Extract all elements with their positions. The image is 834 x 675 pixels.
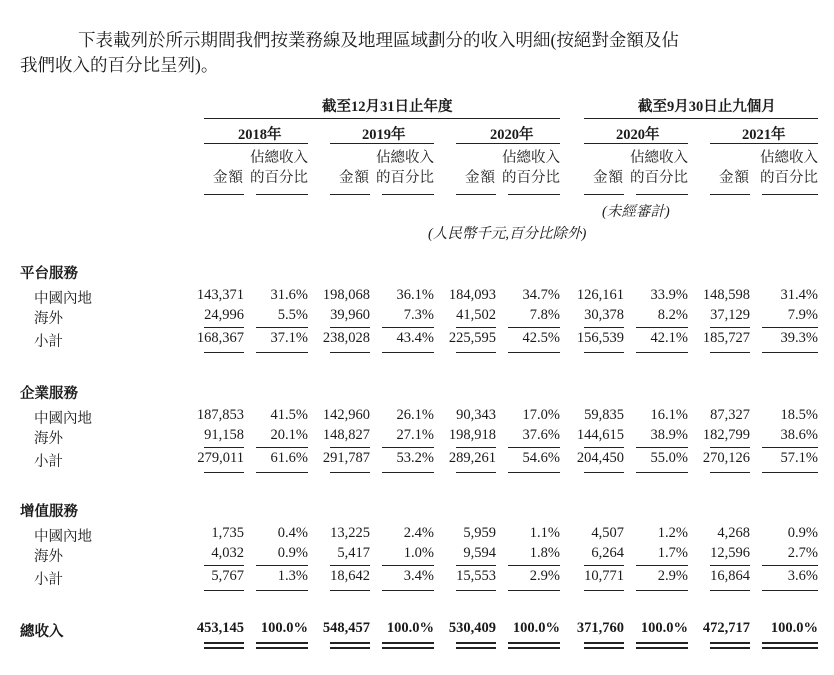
amount-header: 金額 [339, 170, 370, 186]
total-cell: 100.0% [512, 620, 560, 636]
table-cell: 126,161 [576, 287, 624, 303]
table-cell: 24,996 [204, 307, 244, 323]
subtotal-rule [204, 565, 244, 566]
table-cell: 143,371 [196, 287, 244, 303]
table-cell: 2.7% [787, 545, 818, 561]
subtotal-rule [204, 327, 244, 328]
year-header-3: 2020年 [490, 127, 534, 143]
subtotal-underline [382, 472, 434, 473]
subtotal-cell: 57.1% [780, 450, 818, 466]
year-header-1: 2018年 [238, 127, 282, 143]
table-cell: 9,594 [463, 545, 496, 561]
table-cell: 184,093 [448, 287, 496, 303]
column-rule [204, 194, 244, 195]
table-cell: 38.9% [650, 427, 688, 443]
subtotal-cell: 238,028 [322, 330, 370, 346]
subtotal-rule [382, 565, 434, 566]
column-rule [508, 194, 560, 195]
subtotal-underline [204, 590, 244, 591]
table-cell: 148,598 [702, 287, 750, 303]
subtotal-underline [456, 590, 496, 591]
subtotal-rule [636, 447, 688, 448]
table-cell: 39,960 [330, 307, 370, 323]
intro-line-2: 我們收入的百分比呈列)。 [20, 55, 219, 75]
subtotal-underline [330, 472, 370, 473]
row-label: 海外 [34, 311, 63, 327]
subtotal-cell: 2.9% [529, 568, 560, 584]
pct-header: 佔總收入 的百分比 [376, 150, 434, 186]
subtotal-cell: 2.9% [657, 568, 688, 584]
table-cell: 6,264 [591, 545, 624, 561]
table-cell: 36.1% [396, 287, 434, 303]
group-header-nine-months: 截至9月30日止九個月 [638, 99, 776, 115]
group-rule-nine-months [584, 118, 818, 119]
group-header-year: 截至12月31日止年度 [322, 99, 453, 115]
subtotal-rule [636, 565, 688, 566]
subtotal-underline [382, 352, 434, 353]
table-cell: 18.5% [780, 407, 818, 423]
table-cell: 142,960 [322, 407, 370, 423]
table-cell: 0.4% [277, 525, 308, 541]
total-cell: 472,717 [702, 620, 750, 636]
table-cell: 1.1% [529, 525, 560, 541]
subtotal-cell: 42.1% [650, 330, 688, 346]
table-cell: 87,327 [710, 407, 750, 423]
subtotal-rule [382, 447, 434, 448]
total-double-rule [636, 642, 688, 649]
row-label: 海外 [34, 549, 63, 565]
column-rule [382, 194, 434, 195]
table-cell: 1.2% [657, 525, 688, 541]
column-rule [636, 194, 688, 195]
subtotal-underline [636, 352, 688, 353]
total-cell: 100.0% [386, 620, 434, 636]
total-cell: 371,760 [576, 620, 624, 636]
intro-paragraph [20, 28, 820, 78]
table-cell: 1.8% [529, 545, 560, 561]
subtotal-cell: 5,767 [211, 568, 244, 584]
table-cell: 5.5% [277, 307, 308, 323]
column-rule [330, 194, 370, 195]
table-cell: 1.0% [403, 545, 434, 561]
row-label: 中國內地 [34, 529, 92, 545]
total-double-rule [584, 642, 624, 649]
subtotal-underline [456, 352, 496, 353]
subtotal-rule [204, 447, 244, 448]
amount-header: 金額 [465, 170, 496, 186]
year-rule-5 [710, 143, 818, 144]
subtotal-cell: 1.3% [277, 568, 308, 584]
amount-header: 金額 [213, 170, 244, 186]
year-rule-1 [204, 143, 308, 144]
year-header-4: 2020年 [616, 127, 660, 143]
row-label: 中國內地 [34, 291, 92, 307]
table-cell: 31.4% [780, 287, 818, 303]
group-rule-year [204, 118, 560, 119]
table-cell: 8.2% [657, 307, 688, 323]
year-rule-4 [584, 143, 688, 144]
subtotal-cell: 16,864 [710, 568, 750, 584]
subtotal-cell: 3.4% [403, 568, 434, 584]
subtotal-underline [256, 352, 308, 353]
table-cell: 13,225 [330, 525, 370, 541]
column-rule [710, 194, 750, 195]
subtotal-underline [636, 590, 688, 591]
table-cell: 16.1% [650, 407, 688, 423]
subtotal-cell: 15,553 [456, 568, 496, 584]
subtotal-cell: 168,367 [196, 330, 244, 346]
table-cell: 33.9% [650, 287, 688, 303]
total-cell: 453,145 [196, 620, 244, 636]
total-double-rule [256, 642, 308, 649]
pct-header: 佔總收入 的百分比 [502, 150, 560, 186]
subtotal-cell: 3.6% [787, 568, 818, 584]
table-cell: 4,032 [211, 545, 244, 561]
table-cell: 4,268 [717, 525, 750, 541]
table-cell: 41,502 [456, 307, 496, 323]
subtotal-rule [382, 327, 434, 328]
subtotal-cell: 204,450 [576, 450, 624, 466]
subtotal-underline [710, 352, 750, 353]
subtotal-cell: 270,126 [702, 450, 750, 466]
table-cell: 31.6% [270, 287, 308, 303]
total-double-rule [382, 642, 434, 649]
table-cell: 37.6% [522, 427, 560, 443]
subtotal-rule [762, 447, 818, 448]
subtotal-underline [456, 472, 496, 473]
amount-header: 金額 [719, 170, 750, 186]
table-cell: 182,799 [702, 427, 750, 443]
table-cell: 0.9% [787, 525, 818, 541]
total-double-rule [456, 642, 496, 649]
subtotal-rule [636, 327, 688, 328]
table-cell: 41.5% [270, 407, 308, 423]
table-cell: 148,827 [322, 427, 370, 443]
subtotal-underline [508, 352, 560, 353]
column-rule [584, 194, 624, 195]
column-rule [256, 194, 308, 195]
subtotal-cell: 61.6% [270, 450, 308, 466]
unaudited-note: (未經審計) [602, 204, 670, 220]
table-cell: 91,158 [204, 427, 244, 443]
table-cell: 198,918 [448, 427, 496, 443]
table-cell: 7.3% [403, 307, 434, 323]
subtotal-underline [256, 472, 308, 473]
subtotal-rule [256, 327, 308, 328]
subtotal-rule [508, 327, 560, 328]
total-cell: 548,457 [322, 620, 370, 636]
subtotal-cell: 291,787 [322, 450, 370, 466]
subtotal-underline [330, 590, 370, 591]
subtotal-rule [330, 447, 370, 448]
table-cell: 37,129 [710, 307, 750, 323]
subtotal-rule [584, 327, 624, 328]
table-cell: 20.1% [270, 427, 308, 443]
section-title: 平台服務 [20, 266, 78, 282]
total-double-rule [204, 642, 244, 649]
subtotal-underline [584, 352, 624, 353]
table-cell: 144,615 [576, 427, 624, 443]
unit-note: (人民幣千元,百分比除外) [428, 226, 587, 242]
subtotal-label: 小計 [34, 572, 63, 588]
row-label: 中國內地 [34, 411, 92, 427]
subtotal-cell: 185,727 [702, 330, 750, 346]
total-double-rule [762, 642, 818, 649]
total-label: 總收入 [20, 624, 64, 640]
table-cell: 5,959 [463, 525, 496, 541]
section-title: 企業服務 [20, 386, 78, 402]
subtotal-underline [636, 472, 688, 473]
subtotal-cell: 55.0% [650, 450, 688, 466]
table-cell: 12,596 [710, 545, 750, 561]
subtotal-underline [710, 590, 750, 591]
subtotal-cell: 225,595 [448, 330, 496, 346]
subtotal-rule [508, 447, 560, 448]
total-double-rule [508, 642, 560, 649]
subtotal-underline [584, 472, 624, 473]
subtotal-cell: 37.1% [270, 330, 308, 346]
table-cell: 34.7% [522, 287, 560, 303]
total-cell: 530,409 [448, 620, 496, 636]
subtotal-underline [710, 472, 750, 473]
year-rule-2 [330, 143, 434, 144]
subtotal-rule [456, 327, 496, 328]
table-cell: 90,343 [456, 407, 496, 423]
subtotal-rule [456, 565, 496, 566]
subtotal-rule [256, 447, 308, 448]
column-rule [456, 194, 496, 195]
subtotal-underline [256, 590, 308, 591]
pct-header: 佔總收入 的百分比 [760, 150, 818, 186]
section-title: 增值服務 [20, 504, 78, 520]
subtotal-cell: 43.4% [396, 330, 434, 346]
subtotal-rule [710, 565, 750, 566]
total-double-rule [330, 642, 370, 649]
subtotal-cell: 53.2% [396, 450, 434, 466]
subtotal-cell: 54.6% [522, 450, 560, 466]
table-cell: 27.1% [396, 427, 434, 443]
table-cell: 59,835 [584, 407, 624, 423]
table-cell: 26.1% [396, 407, 434, 423]
table-cell: 0.9% [277, 545, 308, 561]
subtotal-rule [584, 447, 624, 448]
column-rule [762, 194, 818, 195]
subtotal-rule [256, 565, 308, 566]
total-cell: 100.0% [260, 620, 308, 636]
subtotal-rule [710, 327, 750, 328]
pct-header: 佔總收入 的百分比 [630, 150, 688, 186]
subtotal-underline [508, 472, 560, 473]
year-header-2: 2019年 [362, 127, 406, 143]
subtotal-rule [584, 565, 624, 566]
total-double-rule [710, 642, 750, 649]
subtotal-cell: 10,771 [584, 568, 624, 584]
subtotal-rule [762, 565, 818, 566]
subtotal-rule [456, 447, 496, 448]
row-label: 海外 [34, 431, 63, 447]
table-cell: 7.8% [529, 307, 560, 323]
subtotal-underline [584, 590, 624, 591]
table-cell: 2.4% [403, 525, 434, 541]
year-header-5: 2021年 [742, 127, 786, 143]
table-cell: 30,378 [584, 307, 624, 323]
subtotal-rule [508, 565, 560, 566]
year-rule-3 [456, 143, 560, 144]
table-cell: 1,735 [211, 525, 244, 541]
subtotal-rule [710, 447, 750, 448]
total-cell: 100.0% [770, 620, 818, 636]
table-cell: 5,417 [337, 545, 370, 561]
subtotal-cell: 18,642 [330, 568, 370, 584]
table-cell: 7.9% [787, 307, 818, 323]
subtotal-underline [382, 590, 434, 591]
subtotal-rule [330, 565, 370, 566]
total-cell: 100.0% [640, 620, 688, 636]
table-cell: 38.6% [780, 427, 818, 443]
pct-header: 佔總收入 的百分比 [250, 150, 308, 186]
intro-line-1: 下表載列於所示期間我們按業務線及地理區域劃分的收入明細(按絕對金額及佔 [78, 30, 679, 50]
table-cell: 198,068 [322, 287, 370, 303]
table-cell: 187,853 [196, 407, 244, 423]
table-cell: 4,507 [591, 525, 624, 541]
subtotal-cell: 42.5% [522, 330, 560, 346]
subtotal-underline [508, 590, 560, 591]
subtotal-label: 小計 [34, 454, 63, 470]
subtotal-underline [762, 352, 818, 353]
subtotal-underline [204, 472, 244, 473]
subtotal-underline [330, 352, 370, 353]
table-cell: 1.7% [657, 545, 688, 561]
subtotal-rule [330, 327, 370, 328]
amount-header: 金額 [593, 170, 624, 186]
subtotal-underline [762, 472, 818, 473]
subtotal-label: 小計 [34, 334, 63, 350]
subtotal-underline [204, 352, 244, 353]
subtotal-cell: 289,261 [448, 450, 496, 466]
subtotal-cell: 156,539 [576, 330, 624, 346]
subtotal-cell: 279,011 [197, 450, 244, 466]
table-cell: 17.0% [522, 407, 560, 423]
subtotal-rule [762, 327, 818, 328]
subtotal-cell: 39.3% [780, 330, 818, 346]
subtotal-underline [762, 590, 818, 591]
